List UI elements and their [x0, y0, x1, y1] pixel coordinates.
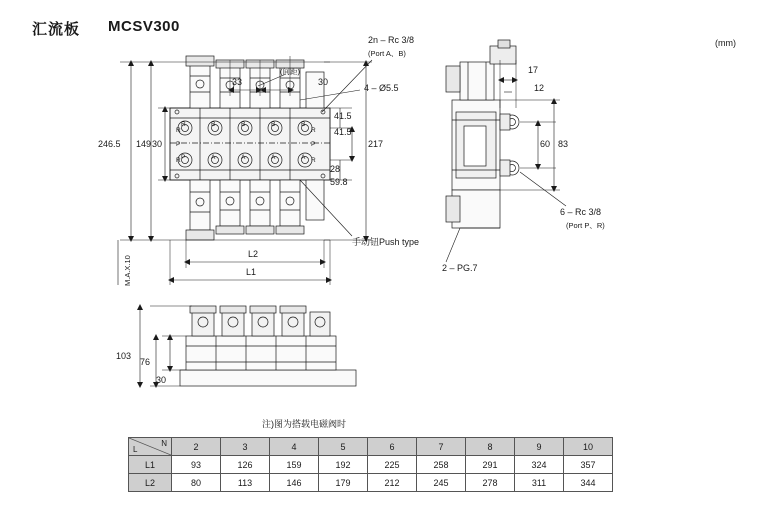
dim-217: 217	[368, 139, 384, 149]
callout-pg7: 2 – PG.7	[442, 263, 478, 273]
port-label-b1: B	[211, 121, 216, 128]
port-label-r1: R	[181, 121, 186, 128]
table-cell: 258	[417, 456, 466, 474]
table-row	[129, 474, 613, 492]
units-label: (mm)	[715, 38, 736, 48]
dim-max-10: M.A.X.10	[123, 255, 132, 286]
table-cell: 212	[368, 474, 417, 492]
table-col-header: 4	[270, 438, 319, 456]
table-row-label: L2	[129, 474, 172, 492]
table-col-header: 9	[515, 438, 564, 456]
table-col-header: 8	[466, 438, 515, 456]
dim-41-5-b: 41.5	[334, 127, 352, 137]
dimension-table	[128, 437, 613, 492]
dim-149: 149	[136, 139, 152, 149]
dim-pitch-33: 33	[232, 77, 243, 87]
table-cell: 146	[270, 474, 319, 492]
table-cell: 225	[368, 456, 417, 474]
callout-holes: 4 – Ø5.5	[364, 83, 399, 93]
table-cell: 113	[221, 474, 270, 492]
dim-41-5-a: 41.5	[334, 111, 352, 121]
port-label-a1: A	[211, 154, 216, 161]
table-cell: 126	[221, 456, 270, 474]
stack-right-r1: R	[311, 127, 316, 134]
table-col-header: 6	[368, 438, 417, 456]
dim-bottom-30: 30	[156, 375, 167, 385]
table-cell: 192	[319, 456, 368, 474]
callout-ports-ab: 2n – Rc 3/8	[368, 35, 415, 45]
table-col-header: 3	[221, 438, 270, 456]
dim-17: 17	[528, 65, 539, 75]
table-corner-n: N	[161, 439, 167, 448]
table-cell: 311	[515, 474, 564, 492]
dim-l2: L2	[248, 249, 259, 259]
stack-left-r2: R	[176, 157, 181, 164]
dim-83: 83	[558, 139, 569, 149]
table-col-header: 7	[417, 438, 466, 456]
dim-246-5: 246.5	[98, 139, 121, 149]
table-row-label: L1	[129, 456, 172, 474]
table-cell: 159	[270, 456, 319, 474]
port-label-p1: P	[181, 154, 186, 161]
page-title-cn: 汇流板	[32, 21, 81, 38]
dim-103: 103	[116, 351, 132, 361]
dim-12: 12	[534, 83, 545, 93]
dim-left-30: 30	[152, 139, 163, 149]
callout-manual-push: 手动钮Push type	[352, 237, 420, 247]
table-cell: 179	[319, 474, 368, 492]
callout-ports-pr: 6 – Rc 3/8	[560, 207, 602, 217]
dim-28: 28	[330, 164, 341, 174]
stack-right-r2: R	[311, 157, 316, 164]
callout-pitch-note: (间距)	[280, 67, 300, 76]
table-cell: 291	[466, 456, 515, 474]
table-row	[129, 456, 613, 474]
stack-left-r1: R	[176, 127, 181, 134]
table-col-header: 2	[172, 438, 221, 456]
table-col-header: 5	[319, 438, 368, 456]
dim-60: 60	[540, 139, 551, 149]
port-label-b2: B	[241, 121, 246, 128]
table-cell: 344	[564, 474, 613, 492]
port-label-a3: A	[271, 154, 276, 161]
dim-top-30: 30	[318, 77, 329, 87]
table-col-header: 10	[564, 438, 613, 456]
port-label-b3: B	[271, 121, 276, 128]
callout-ports-pr-sub: (Port P、R)	[566, 221, 605, 230]
bottom-note: 注)图为搭载电磁阀时	[262, 419, 346, 429]
page-title-model: MCSV300	[108, 18, 180, 35]
stack-right-p: P	[311, 141, 316, 148]
table-cell: 357	[564, 456, 613, 474]
table-corner-l: L	[133, 445, 138, 454]
table-header-row	[129, 438, 613, 456]
port-label-b4: B	[301, 121, 306, 128]
table-corner-cell	[129, 438, 172, 456]
port-label-a4: A	[301, 154, 306, 161]
table-cell: 80	[172, 474, 221, 492]
table-cell: 245	[417, 474, 466, 492]
table-cell: 278	[466, 474, 515, 492]
stack-left-p: P	[176, 141, 181, 148]
dim-l1: L1	[246, 267, 257, 277]
port-label-a2: A	[241, 154, 246, 161]
table-cell: 324	[515, 456, 564, 474]
table-cell: 93	[172, 456, 221, 474]
dim-59-8: 59.8	[330, 177, 348, 187]
dim-76: 76	[140, 357, 151, 367]
callout-ports-ab-sub: (Port A、B)	[368, 49, 406, 58]
